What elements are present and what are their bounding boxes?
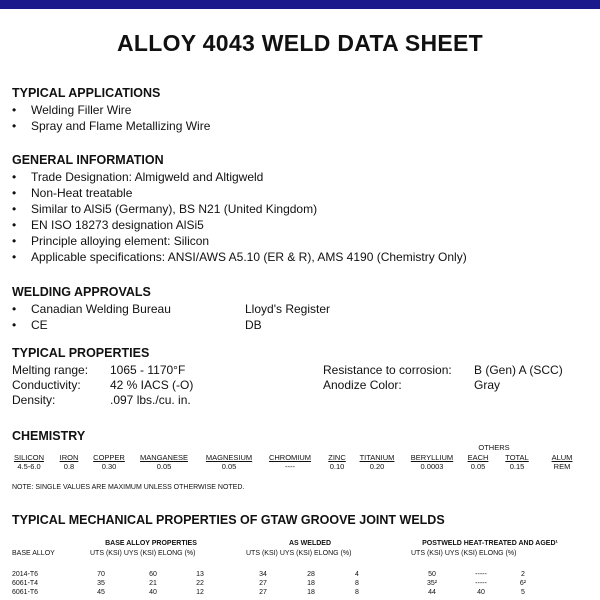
chem-col-header: TITANIUM [359, 453, 395, 462]
property-label: Conductivity: [12, 378, 81, 392]
list-item: • CE [12, 318, 48, 332]
property-label: Density: [12, 393, 56, 407]
section-heading-applications: TYPICAL APPLICATIONS [12, 86, 161, 100]
section-heading-general: GENERAL INFORMATION [12, 153, 164, 167]
chem-col-value: 0.05 [221, 462, 237, 471]
top-color-bar [0, 0, 600, 9]
table-cell: 8 [355, 580, 359, 587]
list-item: • Trade Designation: Almigweld and Altigweld [12, 170, 264, 184]
chem-col-header: ZINC [328, 453, 346, 462]
chem-col-value: 4.5-6.0 [17, 462, 41, 471]
table-cell: 45 [97, 589, 105, 596]
table-cell: 28 [307, 571, 315, 578]
chemistry-note: NOTE: SINGLE VALUES ARE MAXIMUM UNLESS OTHERWISE NOTED. [12, 484, 245, 491]
table-cell: 8 [355, 589, 359, 596]
table-cell: 18 [307, 580, 315, 587]
table-cell: 22 [196, 580, 204, 587]
table-cell: 21 [149, 580, 157, 587]
chem-col-value: ---- [285, 462, 295, 471]
table-cell: 34 [259, 571, 267, 578]
table-cell: 5 [521, 589, 525, 596]
approval-item: DB [245, 318, 262, 332]
table-cell: 35 [97, 580, 105, 587]
chem-col-value: 0.05 [156, 462, 172, 471]
property-value: 1065 - 1170°F [110, 363, 186, 377]
property-value: .097 lbs./cu. in. [110, 393, 191, 407]
table-cell: 6² [519, 580, 527, 587]
property-value: Gray [474, 378, 501, 392]
table-cell: 60 [149, 571, 157, 578]
table-cell: 40 [149, 589, 157, 596]
property-label: Melting range: [12, 363, 89, 377]
table-cell: 27 [259, 589, 267, 596]
list-item: • Welding Filler Wire [12, 103, 132, 117]
list-item: • Principle alloying element: Silicon [12, 234, 210, 248]
property-value: B (Gen) A (SCC) [474, 363, 563, 377]
property-value: 42 % IACS (-O) [110, 378, 194, 392]
table-cell: 44 [428, 589, 436, 596]
list-item: • Similar to AlSi5 (Germany), BS N21 (United Kingdom) [12, 202, 318, 216]
chem-col-header: MANGANESE [140, 453, 188, 462]
chem-col-header: MAGNESIUM [205, 453, 253, 462]
list-item: • Spray and Flame Metallizing Wire [12, 119, 211, 133]
chem-col-header: ALUM [551, 453, 573, 462]
mech-group-header: BASE ALLOY PROPERTIES [105, 540, 197, 547]
chem-col-header: IRON [59, 453, 79, 462]
chem-others-label: OTHERS [478, 443, 510, 452]
table-cell: 40 [477, 589, 485, 596]
table-cell: 4 [355, 571, 359, 578]
property-label: Anodize Color: [323, 378, 402, 392]
chem-col-value: 0.20 [369, 462, 385, 471]
mech-sub-header: UTS (KSI) UYS (KSI) ELONG (%) [246, 550, 352, 557]
table-cell: 70 [97, 571, 105, 578]
table-row-alloy: 6061-T6 [12, 589, 39, 596]
property-label: Resistance to corrosion: [323, 363, 452, 377]
table-cell: 50 [428, 571, 436, 578]
mech-group-header: AS WELDED [289, 540, 331, 547]
mech-col-base-alloy: BASE ALLOY [12, 550, 55, 557]
mech-sub-header: UTS (KSI) UYS (KSI) ELONG (%) [411, 550, 517, 557]
chem-col-header: SILICON [13, 453, 44, 462]
section-heading-properties: TYPICAL PROPERTIES [12, 346, 150, 360]
table-cell: 35² [426, 580, 438, 587]
chem-col-header: TOTAL [505, 453, 529, 462]
table-cell: ----- [475, 580, 487, 587]
list-item: • Non-Heat treatable [12, 186, 133, 200]
chem-col-value: 0.15 [509, 462, 525, 471]
chem-col-value: 0.8 [63, 462, 75, 471]
table-cell: 18 [307, 589, 315, 596]
approval-item: Lloyd's Register [245, 302, 330, 316]
chem-col-value: 0.05 [470, 462, 486, 471]
section-heading-chemistry: CHEMISTRY [12, 429, 86, 443]
chem-col-header: BERYLLIUM [410, 453, 454, 462]
table-cell: ----- [475, 571, 487, 578]
chem-col-value: 0.10 [329, 462, 345, 471]
table-cell: 27 [259, 580, 267, 587]
table-cell: 13 [196, 571, 204, 578]
table-row-alloy: 6061-T4 [12, 580, 39, 587]
table-cell: 12 [196, 589, 204, 596]
list-item: • EN ISO 18273 designation AlSi5 [12, 218, 204, 232]
chem-col-value: 0.0003 [420, 462, 444, 471]
mech-sub-header: UTS (KSI) UYS (KSI) ELONG (%) [90, 550, 196, 557]
page-title: ALLOY 4043 WELD DATA SHEET [116, 30, 484, 56]
section-heading-approvals: WELDING APPROVALS [12, 285, 151, 299]
chem-col-value: 0.30 [101, 462, 117, 471]
table-row-alloy: 2014-T6 [12, 571, 39, 578]
chem-col-header: COPPER [93, 453, 125, 462]
chem-col-value: REM [553, 462, 571, 471]
chem-col-header: EACH [467, 453, 489, 462]
list-item: • Canadian Welding Bureau [12, 302, 171, 316]
section-heading-mechanical: TYPICAL MECHANICAL PROPERTIES OF GTAW GROOVE JOINT WELDS [12, 513, 445, 527]
table-cell: 2 [521, 571, 525, 578]
list-item: • Applicable specifications: ANSI/AWS A5.10 (ER & R), AMS 4190 (Chemistry Only) [12, 250, 467, 264]
mech-group-header: POSTWELD HEAT-TREATED AND AGED¹ [422, 540, 558, 547]
chem-col-header: CHROMIUM [268, 453, 312, 462]
